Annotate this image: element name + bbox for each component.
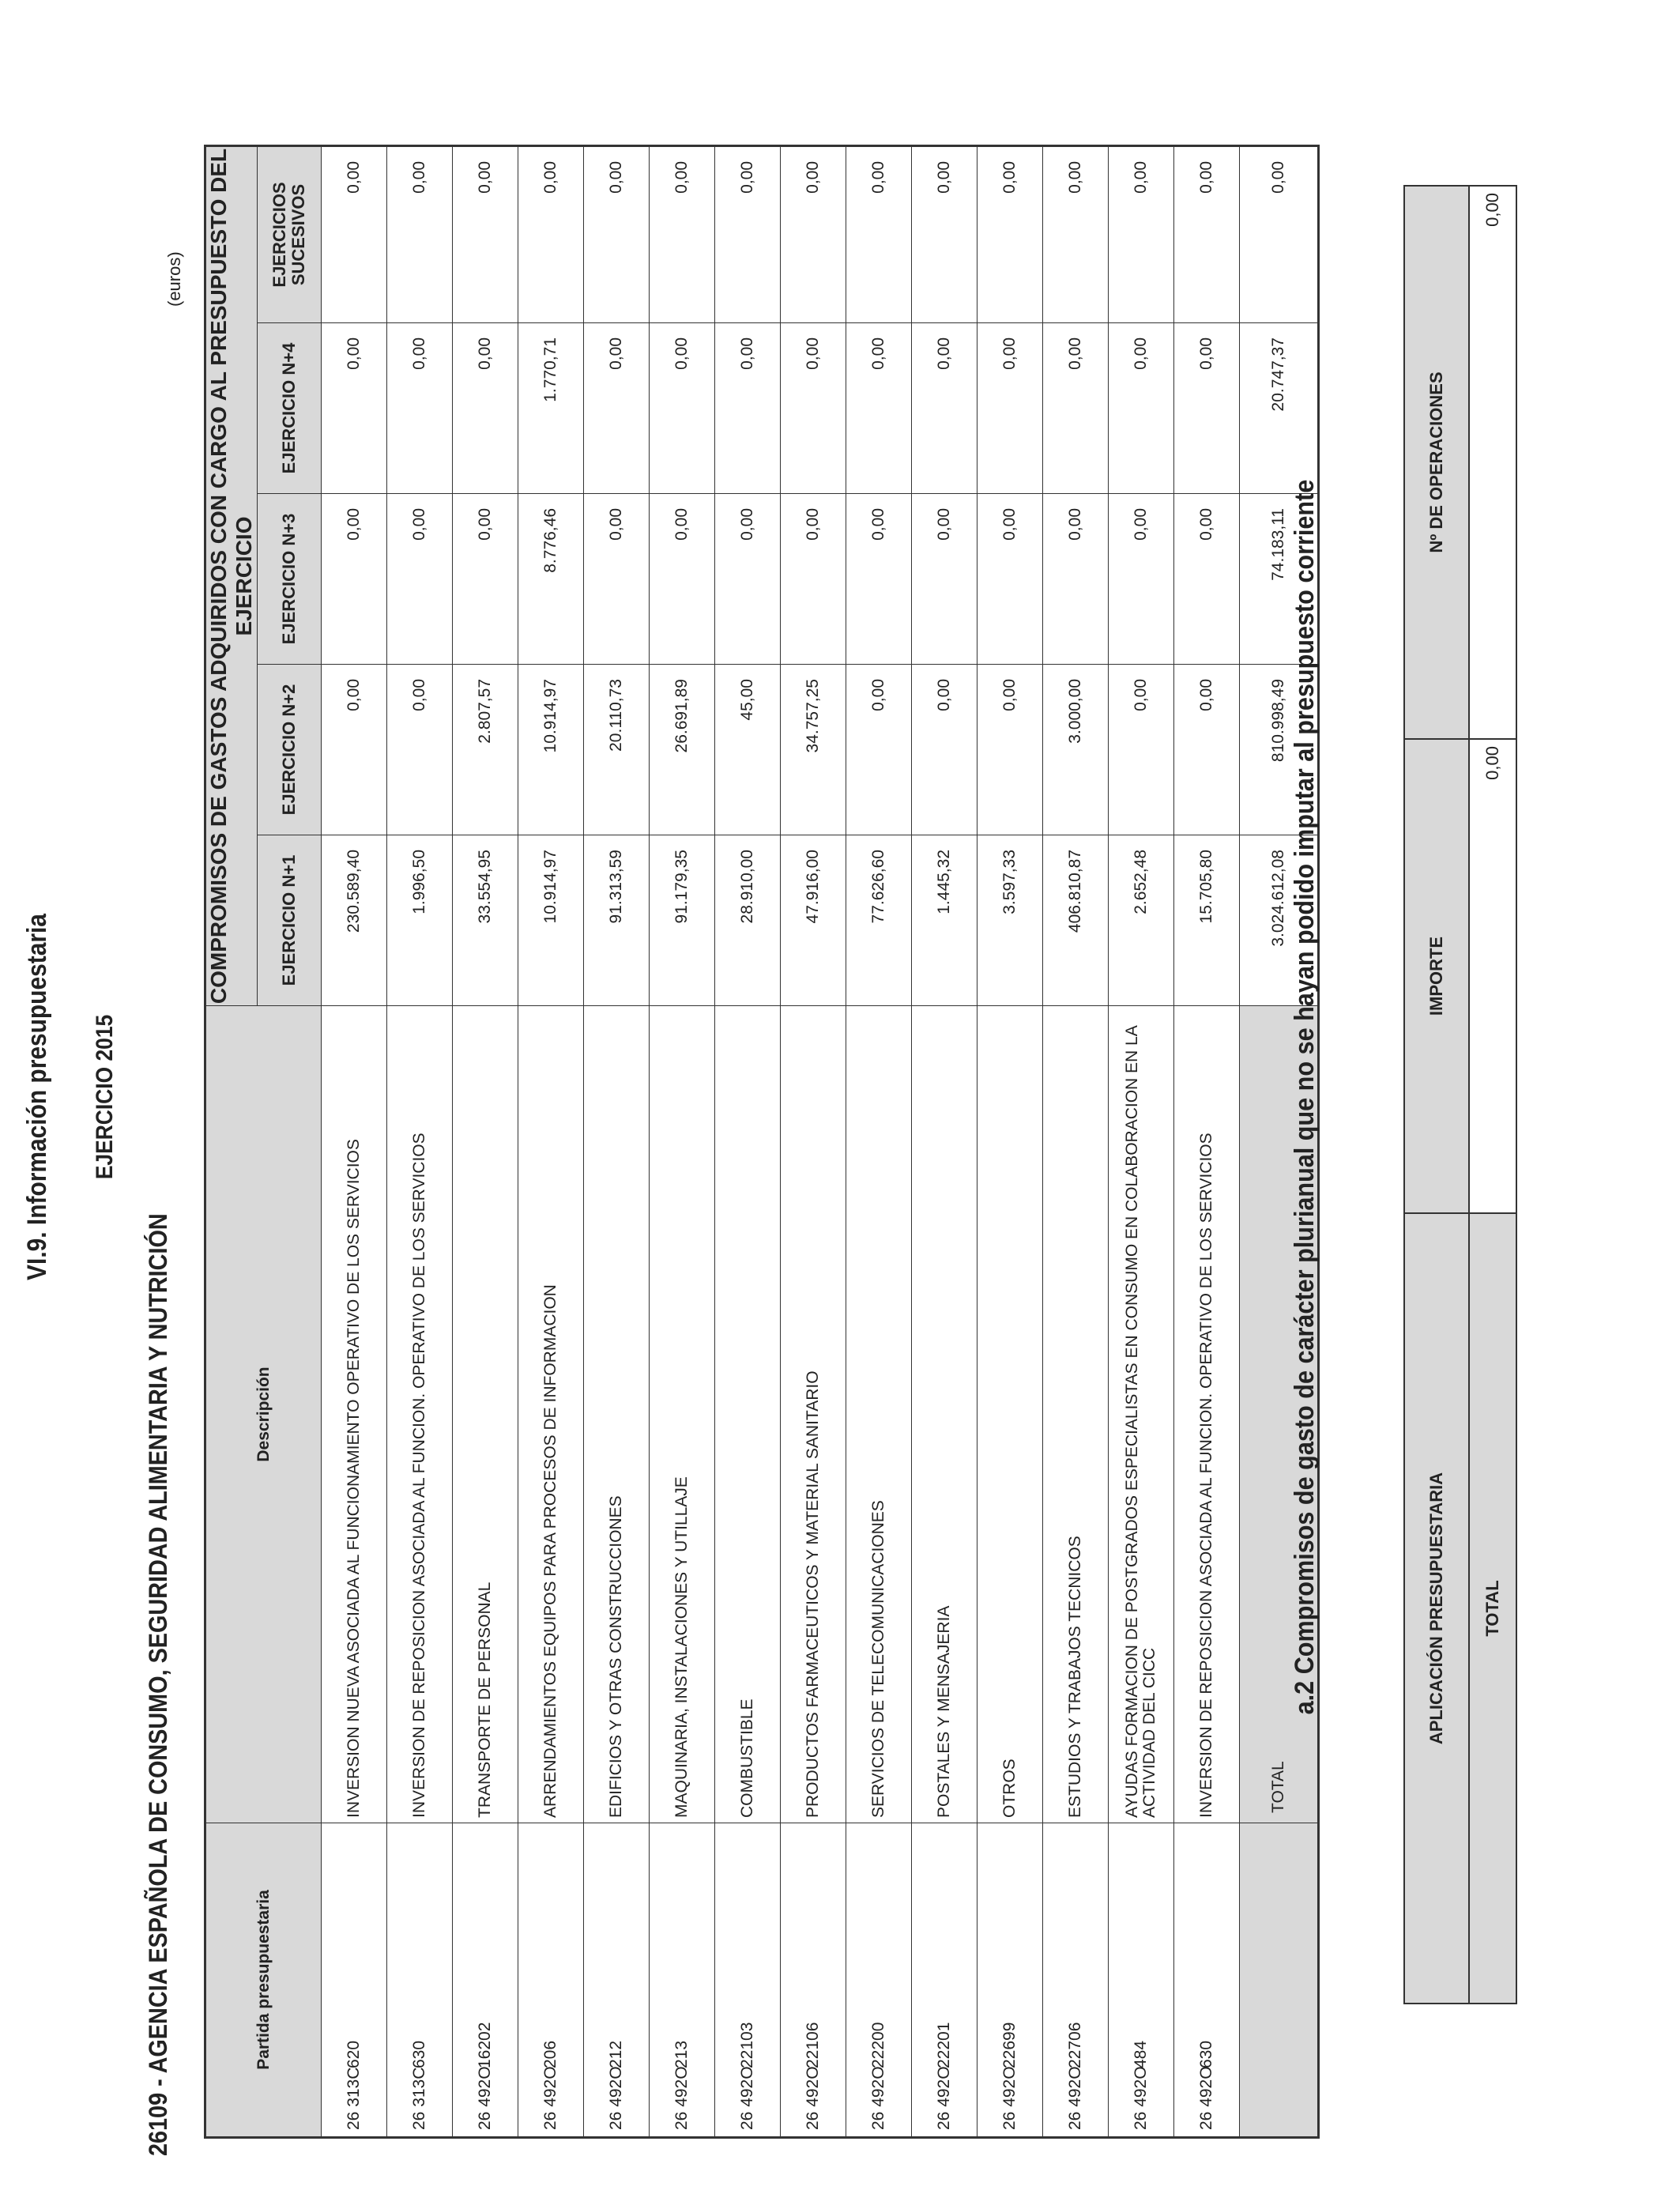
table-row	[977, 145, 1043, 2137]
col-header-n1: EJERCICIO N+1	[258, 835, 322, 1006]
amount-n4-cell: 0,00	[846, 323, 912, 494]
amount-n1-cell: 33.554,95	[453, 835, 518, 1006]
program-code: 26 492O	[935, 2066, 953, 2130]
amount-n2-cell: 3.000,00	[1043, 665, 1109, 835]
table-row	[1043, 145, 1109, 2137]
table-row	[650, 145, 715, 2137]
fiscal-year-title: EJERCICIO 2015	[92, 1014, 118, 1180]
amount-suc-cell: 0,00	[1043, 145, 1109, 322]
partida-cell	[1043, 1823, 1109, 2138]
table-row	[1109, 145, 1174, 2137]
total-n2: 810.998,49	[1240, 665, 1319, 835]
amount-n4-cell: 0,00	[322, 323, 387, 494]
table-row	[518, 145, 584, 2137]
economic-code: 22706	[1066, 2022, 1084, 2068]
program-code: 26 492O	[1066, 2066, 1084, 2130]
amount-n4-cell: 0,00	[650, 323, 715, 494]
economic-code: 620	[345, 2040, 363, 2068]
amount-n4-cell: 0,00	[1043, 323, 1109, 494]
group-header: COMPROMISOS DE GASTOS ADQUIRIDOS CON CARGO AL PRESUPUESTO DEL EJERCICIO	[205, 145, 258, 1005]
amount-suc-cell: 0,00	[977, 145, 1043, 322]
a2-col-aplicacion: APLICACIÓN PRESUPUESTARIA	[1404, 1213, 1469, 2004]
amount-n4-cell: 0,00	[977, 323, 1043, 494]
description-cell: PRODUCTOS FARMACEUTICOS Y MATERIAL SANITARIO	[781, 1006, 846, 1823]
amount-n4-cell: 0,00	[1174, 323, 1240, 494]
a2-total-operaciones: 0,00	[1469, 186, 1516, 739]
total-sucesivos: 0,00	[1240, 145, 1319, 322]
amount-n3-cell: 0,00	[1043, 494, 1109, 665]
table-row	[322, 145, 387, 2137]
amount-suc-cell: 0,00	[846, 145, 912, 322]
amount-n1-cell: 3.597,33	[977, 835, 1043, 1006]
amount-n1-cell: 1.996,50	[387, 835, 453, 1006]
a2-col-importe: IMPORTE	[1404, 739, 1469, 1213]
amount-suc-cell: 0,00	[1174, 145, 1240, 322]
commitments-table	[204, 145, 1320, 2139]
description-cell: COMBUSTIBLE	[715, 1006, 781, 1823]
amount-n3-cell: 0,00	[781, 494, 846, 665]
program-code: 26 492O	[804, 2066, 822, 2130]
amount-n4-cell: 0,00	[715, 323, 781, 494]
description-cell: AYUDAS FORMACION DE POSTGRADOS ESPECIALISTAS EN CONSUMO EN COLABORACION EN LA ACTIVIDAD DEL CICC	[1109, 1006, 1174, 1823]
amount-suc-cell: 0,00	[322, 145, 387, 322]
economic-code: 22103	[738, 2022, 756, 2068]
section-a2-title: a.2 Compromisos de gasto de carácter plurianual que no se hayan podido imputar al presupuesto corriente	[1290, 479, 1320, 1715]
table-body	[322, 145, 1240, 2137]
amount-n2-cell: 34.757,25	[781, 665, 846, 835]
amount-suc-cell: 0,00	[584, 145, 650, 322]
a2-table	[1403, 185, 1517, 2004]
description-cell: INVERSION DE REPOSICION ASOCIADA AL FUNCION. OPERATIVO DE LOS SERVICIOS	[387, 1006, 453, 1823]
section-title: VI.9. Información presupuestaria	[22, 914, 52, 1280]
amount-n3-cell: 8.776,46	[518, 494, 584, 665]
amount-suc-cell: 0,00	[715, 145, 781, 322]
amount-suc-cell: 0,00	[650, 145, 715, 322]
table-row	[1174, 145, 1240, 2137]
amount-n2-cell: 45,00	[715, 665, 781, 835]
description-cell: SERVICIOS DE TELECOMUNICACIONES	[846, 1006, 912, 1823]
partida-cell	[453, 1823, 518, 2138]
a2-col-operaciones: Nº DE OPERACIONES	[1404, 186, 1469, 739]
partida-cell	[322, 1823, 387, 2138]
col-header-sucesivos: EJERCICIOS SUCESIVOS	[258, 145, 322, 322]
amount-n1-cell: 406.810,87	[1043, 835, 1109, 1006]
amount-n2-cell: 0,00	[977, 665, 1043, 835]
economic-code: 212	[607, 2040, 625, 2068]
amount-n3-cell: 0,00	[322, 494, 387, 665]
amount-n3-cell: 0,00	[453, 494, 518, 665]
program-code: 26 492O	[476, 2066, 494, 2130]
description-cell: MAQUINARIA, INSTALACIONES Y UTILLAJE	[650, 1006, 715, 1823]
partida-cell	[1174, 1823, 1240, 2138]
amount-n3-cell: 0,00	[584, 494, 650, 665]
description-cell: OTROS	[977, 1006, 1043, 1823]
amount-n1-cell: 15.705,80	[1174, 835, 1240, 1006]
program-code: 26 492O	[1000, 2066, 1019, 2130]
partida-cell	[912, 1823, 977, 2138]
table-row	[715, 145, 781, 2137]
col-header-partida: Partida presupuestaria	[205, 1823, 322, 2138]
economic-code: 630	[410, 2040, 428, 2068]
table-row	[584, 145, 650, 2137]
description-cell: ESTUDIOS Y TRABAJOS TECNICOS	[1043, 1006, 1109, 1823]
economic-code: 484	[1132, 2040, 1150, 2068]
table-row	[453, 145, 518, 2137]
economic-code: 22699	[1000, 2022, 1019, 2068]
amount-suc-cell: 0,00	[453, 145, 518, 322]
units-label: (euros)	[164, 251, 184, 307]
partida-cell	[387, 1823, 453, 2138]
amount-n2-cell: 26.691,89	[650, 665, 715, 835]
entity-title: 26109 - AGENCIA ESPAÑOLA DE CONSUMO, SEGURIDAD ALIMENTARIA Y NUTRICIÓN	[144, 1213, 172, 2156]
col-header-n2: EJERCICIO N+2	[258, 665, 322, 835]
amount-n3-cell: 0,00	[1174, 494, 1240, 665]
amount-n3-cell: 0,00	[715, 494, 781, 665]
program-code: 26 492O	[1197, 2066, 1215, 2130]
program-code: 26 492O	[738, 2066, 756, 2130]
partida-cell	[781, 1823, 846, 2138]
amount-suc-cell: 0,00	[387, 145, 453, 322]
description-cell: INVERSION DE REPOSICION ASOCIADA AL FUNCION. OPERATIVO DE LOS SERVICIOS	[1174, 1006, 1240, 1823]
table-row	[781, 145, 846, 2137]
total-n4: 20.747,37	[1240, 323, 1319, 494]
table-row	[912, 145, 977, 2137]
amount-n3-cell: 0,00	[912, 494, 977, 665]
description-cell: INVERSION NUEVA ASOCIADA AL FUNCIONAMIENTO OPERATIVO DE LOS SERVICIOS	[322, 1006, 387, 1823]
partida-cell	[977, 1823, 1043, 2138]
amount-n4-cell: 0,00	[387, 323, 453, 494]
amount-n4-cell: 0,00	[453, 323, 518, 494]
table-row	[846, 145, 912, 2137]
program-code: 26 313C	[345, 2067, 363, 2130]
amount-suc-cell: 0,00	[781, 145, 846, 322]
amount-n2-cell: 2.807,57	[453, 665, 518, 835]
program-code: 26 492O	[672, 2066, 691, 2130]
partida-cell	[650, 1823, 715, 2138]
amount-n1-cell: 10.914,97	[518, 835, 584, 1006]
partida-cell	[846, 1823, 912, 2138]
economic-code: 22201	[935, 2022, 953, 2068]
amount-n1-cell: 91.313,59	[584, 835, 650, 1006]
economic-code: 630	[1197, 2040, 1215, 2068]
economic-code: 16202	[476, 2022, 494, 2068]
partida-cell	[584, 1823, 650, 2138]
partida-cell	[1109, 1823, 1174, 2138]
partida-cell	[518, 1823, 584, 2138]
table-row	[387, 145, 453, 2137]
amount-n2-cell: 0,00	[322, 665, 387, 835]
amount-n3-cell: 0,00	[1109, 494, 1174, 665]
description-cell: ARRENDAMIENTOS EQUIPOS PARA PROCESOS DE INFORMACION	[518, 1006, 584, 1823]
program-code: 26 492O	[607, 2066, 625, 2130]
amount-n1-cell: 2.652,48	[1109, 835, 1174, 1006]
amount-n1-cell: 230.589,40	[322, 835, 387, 1006]
economic-code: 213	[672, 2040, 691, 2068]
amount-n3-cell: 0,00	[977, 494, 1043, 665]
amount-n2-cell: 0,00	[846, 665, 912, 835]
program-code: 26 492O	[541, 2066, 559, 2130]
amount-suc-cell: 0,00	[912, 145, 977, 322]
amount-n1-cell: 1.445,32	[912, 835, 977, 1006]
amount-n4-cell: 1.770,71	[518, 323, 584, 494]
amount-n4-cell: 0,00	[584, 323, 650, 494]
economic-code: 22200	[869, 2022, 887, 2068]
description-cell: EDIFICIOS Y OTRAS CONSTRUCCIONES	[584, 1006, 650, 1823]
amount-n2-cell: 0,00	[387, 665, 453, 835]
amount-n4-cell: 0,00	[1109, 323, 1174, 494]
col-header-n3: EJERCICIO N+3	[258, 494, 322, 665]
economic-code: 206	[541, 2040, 559, 2068]
amount-n1-cell: 47.916,00	[781, 835, 846, 1006]
partida-cell	[715, 1823, 781, 2138]
amount-n2-cell: 10.914,97	[518, 665, 584, 835]
a2-total-importe: 0,00	[1469, 739, 1516, 1213]
amount-n2-cell: 0,00	[1174, 665, 1240, 835]
total-n3: 74.183,11	[1240, 494, 1319, 665]
col-header-n4: EJERCICIO N+4	[258, 323, 322, 494]
amount-n3-cell: 0,00	[387, 494, 453, 665]
amount-n2-cell: 0,00	[1109, 665, 1174, 835]
economic-code: 22106	[804, 2022, 822, 2068]
amount-n1-cell: 28.910,00	[715, 835, 781, 1006]
amount-n4-cell: 0,00	[781, 323, 846, 494]
amount-n1-cell: 77.626,60	[846, 835, 912, 1006]
description-cell: POSTALES Y MENSAJERIA	[912, 1006, 977, 1823]
amount-n4-cell: 0,00	[912, 323, 977, 494]
total-label: TOTAL	[1240, 1006, 1319, 1823]
amount-n3-cell: 0,00	[650, 494, 715, 665]
a2-total-row	[1469, 186, 1516, 2004]
amount-n2-cell: 20.110,73	[584, 665, 650, 835]
a2-total-label: TOTAL	[1469, 1213, 1516, 2004]
program-code: 26 492O	[869, 2066, 887, 2130]
amount-suc-cell: 0,00	[1109, 145, 1174, 322]
program-code: 26 492O	[1132, 2066, 1150, 2130]
program-code: 26 313C	[410, 2067, 428, 2130]
total-n1: 3.024.612,08	[1240, 835, 1319, 1006]
amount-n2-cell: 0,00	[912, 665, 977, 835]
description-cell: TRANSPORTE DE PERSONAL	[453, 1006, 518, 1823]
amount-n1-cell: 91.179,35	[650, 835, 715, 1006]
col-header-descripcion: Descripción	[205, 1006, 322, 1823]
amount-n3-cell: 0,00	[846, 494, 912, 665]
amount-suc-cell: 0,00	[518, 145, 584, 322]
